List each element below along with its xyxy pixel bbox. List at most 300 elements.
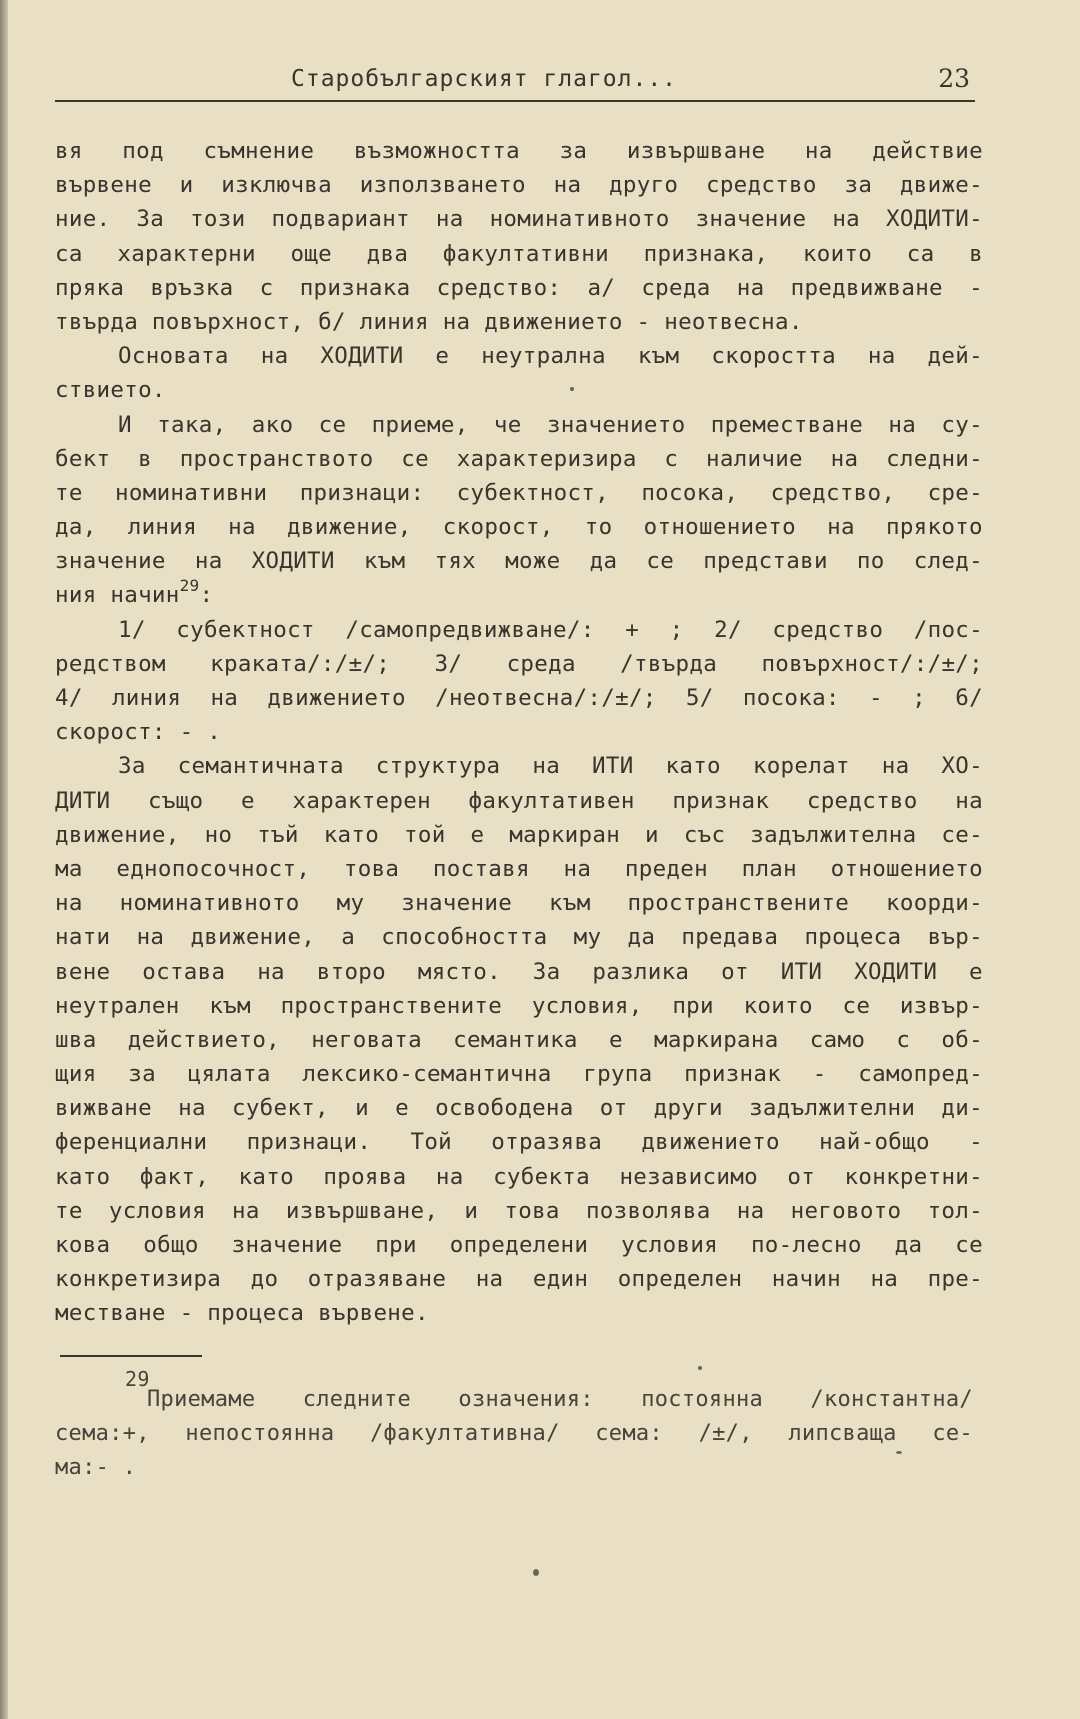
word: този bbox=[190, 206, 246, 233]
body-line bbox=[55, 852, 983, 886]
word: така, bbox=[157, 411, 227, 438]
body-line bbox=[55, 989, 983, 1023]
word: това bbox=[504, 1197, 560, 1224]
body-line bbox=[55, 476, 983, 510]
word: ИТИ bbox=[592, 753, 634, 780]
word: ХО- bbox=[941, 753, 983, 780]
word: в bbox=[138, 445, 152, 472]
word: щия bbox=[55, 1061, 97, 1088]
footnote-ref: 29 bbox=[179, 576, 200, 596]
word: означения: bbox=[458, 1387, 594, 1412]
word: средство bbox=[806, 787, 918, 814]
body-line bbox=[55, 613, 983, 647]
word: на bbox=[867, 343, 896, 370]
word: липсваща bbox=[788, 1421, 897, 1446]
word: вървене bbox=[55, 172, 152, 199]
word: посока, bbox=[641, 479, 739, 506]
word: пространствените bbox=[280, 992, 503, 1019]
word: е bbox=[241, 787, 255, 814]
word: значение bbox=[401, 890, 513, 917]
word: преместване bbox=[710, 411, 864, 438]
word: + bbox=[625, 616, 640, 643]
word: номинативното bbox=[119, 890, 300, 917]
footnote-number: 29 bbox=[125, 1367, 150, 1391]
word: може bbox=[505, 548, 561, 575]
word: подвариант bbox=[271, 206, 410, 233]
word: предава bbox=[681, 924, 779, 951]
word: за bbox=[559, 138, 588, 164]
word: факт, bbox=[139, 1163, 210, 1190]
footnote-lines bbox=[55, 1364, 973, 1485]
word: краката/:/±/; bbox=[210, 650, 391, 677]
word: под bbox=[122, 138, 164, 164]
body-text bbox=[55, 134, 983, 1331]
word: характеризира bbox=[456, 445, 637, 472]
word: Той bbox=[410, 1129, 453, 1156]
word: постоянна bbox=[641, 1387, 764, 1412]
word: характерни bbox=[117, 240, 256, 267]
word: по bbox=[856, 548, 885, 575]
running-title: Старобългарският глагол... bbox=[291, 66, 678, 92]
word: бект bbox=[55, 445, 111, 472]
word: дей- bbox=[927, 343, 983, 370]
word: като bbox=[238, 1163, 294, 1190]
word: способността bbox=[381, 924, 548, 951]
word: факултативен bbox=[468, 787, 635, 814]
word: му bbox=[573, 924, 602, 951]
body-line bbox=[55, 544, 983, 578]
word: средство bbox=[772, 616, 884, 643]
word: 6/ bbox=[955, 685, 983, 711]
paper-speck bbox=[533, 1569, 539, 1576]
word: и bbox=[464, 1197, 479, 1224]
word: ма bbox=[55, 855, 83, 882]
word: да bbox=[894, 1232, 923, 1258]
word: ако bbox=[251, 411, 294, 438]
word: като bbox=[323, 821, 380, 848]
body-line bbox=[55, 647, 983, 681]
line-text: ствието. bbox=[55, 377, 166, 404]
word: те bbox=[55, 479, 83, 506]
word: ХОДИТИ- bbox=[886, 206, 983, 233]
word: поставя bbox=[432, 855, 530, 882]
word: ХОДИТИ bbox=[320, 343, 404, 370]
word: и bbox=[355, 1095, 369, 1122]
word: два bbox=[366, 240, 409, 267]
word: движение, bbox=[55, 821, 180, 848]
word: и bbox=[645, 821, 659, 848]
word: с bbox=[664, 445, 679, 472]
body-line bbox=[55, 1091, 983, 1125]
word: използването bbox=[359, 172, 526, 199]
word: съмнение bbox=[203, 138, 315, 164]
body-line bbox=[55, 1160, 983, 1194]
word: - bbox=[869, 685, 883, 711]
word: на bbox=[435, 1163, 464, 1190]
word: сема:+, bbox=[55, 1421, 150, 1446]
footnote-line bbox=[55, 1451, 973, 1485]
body-line bbox=[55, 1125, 983, 1159]
body-line bbox=[55, 168, 983, 202]
line-text: ма:- . bbox=[55, 1455, 137, 1480]
body-line bbox=[55, 715, 983, 749]
word: връзка bbox=[150, 274, 234, 301]
word: на bbox=[736, 1197, 765, 1224]
word: еднопосочност, bbox=[116, 855, 311, 882]
word: отношението bbox=[643, 514, 796, 541]
word: скоростта bbox=[711, 343, 836, 370]
page-number: 23 bbox=[938, 64, 970, 93]
word: признаци: bbox=[299, 479, 425, 506]
word: условия bbox=[108, 1197, 206, 1224]
word: пряка bbox=[55, 274, 125, 301]
word: значение bbox=[55, 548, 166, 575]
footnote-rule bbox=[60, 1355, 202, 1357]
word: неутрален bbox=[55, 992, 180, 1019]
word: действие bbox=[872, 138, 983, 164]
word: /факултативна/ bbox=[370, 1421, 560, 1446]
word: се bbox=[842, 992, 871, 1019]
word: среда bbox=[506, 650, 576, 677]
word: 5/ bbox=[685, 685, 714, 711]
word: се bbox=[646, 548, 675, 575]
word: семантика bbox=[453, 1026, 578, 1053]
word: най-общо bbox=[819, 1129, 930, 1156]
word: задължителни bbox=[749, 1095, 916, 1122]
word: проява bbox=[323, 1163, 407, 1190]
word: номинативни bbox=[115, 479, 268, 506]
word: пространствените bbox=[627, 890, 850, 917]
word: цялата bbox=[187, 1061, 271, 1088]
word: /неотвесна/:/±/; bbox=[435, 685, 657, 711]
word: /±/, bbox=[698, 1421, 753, 1446]
word: ди- bbox=[941, 1095, 983, 1122]
word: структура bbox=[375, 753, 501, 780]
word: пре- bbox=[927, 1266, 983, 1293]
word: е bbox=[969, 958, 983, 985]
word: само bbox=[809, 1026, 866, 1053]
footnote-line bbox=[55, 1383, 973, 1417]
word: предвижване bbox=[790, 274, 943, 301]
word: на bbox=[553, 172, 582, 199]
word: неговото bbox=[790, 1197, 902, 1224]
word: ДИТИ bbox=[55, 787, 111, 814]
word: признак bbox=[672, 787, 770, 814]
word: характерен bbox=[292, 787, 431, 814]
word: ХОДИТИ bbox=[251, 548, 335, 575]
word: средство, bbox=[770, 479, 896, 506]
body-line bbox=[55, 1057, 983, 1091]
word: че bbox=[493, 411, 522, 438]
body-line bbox=[55, 955, 983, 989]
word: на bbox=[870, 1266, 899, 1293]
page-header bbox=[55, 62, 975, 102]
body-line bbox=[55, 271, 983, 305]
word: извър- bbox=[899, 992, 983, 1019]
word: сема: bbox=[595, 1421, 663, 1446]
word: приеме, bbox=[371, 411, 469, 438]
word: по-лесно bbox=[750, 1232, 862, 1258]
word: това bbox=[343, 855, 400, 882]
word: конкретни- bbox=[844, 1163, 983, 1190]
word: тол- bbox=[927, 1197, 983, 1224]
word: отношението bbox=[830, 855, 983, 882]
word: /твърда bbox=[620, 650, 718, 677]
word: но bbox=[204, 821, 233, 848]
body-line bbox=[55, 784, 983, 818]
word: да, bbox=[55, 514, 97, 541]
word: нати bbox=[55, 924, 111, 951]
line-text: местване - процеса вървене. bbox=[55, 1300, 429, 1327]
paper-speck bbox=[896, 1451, 902, 1454]
word: се- bbox=[941, 821, 983, 848]
word: - bbox=[969, 274, 983, 301]
word: пространството bbox=[179, 445, 374, 472]
body-line bbox=[55, 578, 983, 612]
word: остава bbox=[142, 958, 226, 985]
word: корелат bbox=[752, 753, 850, 780]
word: начин bbox=[771, 1266, 841, 1293]
word: прякото bbox=[885, 514, 983, 541]
word: 4/ bbox=[55, 685, 83, 711]
word: на bbox=[888, 411, 917, 438]
footnote bbox=[55, 1364, 973, 1485]
word: план bbox=[741, 855, 797, 882]
word: движе- bbox=[899, 172, 983, 199]
word: - bbox=[969, 1129, 983, 1156]
word: непостоянна bbox=[185, 1421, 335, 1446]
word: позволява bbox=[585, 1197, 711, 1224]
word: а/ bbox=[587, 274, 616, 301]
word: място. bbox=[417, 958, 501, 985]
word: в bbox=[969, 240, 983, 267]
word: /самопредвижване/: bbox=[345, 616, 595, 643]
word: Основата bbox=[118, 343, 229, 370]
word: на bbox=[210, 685, 239, 711]
word: преден bbox=[624, 855, 708, 882]
word: су- bbox=[941, 411, 983, 438]
word: на bbox=[136, 924, 165, 951]
paper-speck bbox=[698, 1366, 702, 1370]
word: За bbox=[118, 753, 146, 780]
word: неутрална bbox=[481, 343, 606, 370]
body-line bbox=[55, 749, 983, 783]
word: като bbox=[55, 1163, 111, 1190]
word: /константна/ bbox=[810, 1387, 973, 1412]
word: независимо bbox=[619, 1163, 758, 1190]
word: които bbox=[743, 992, 813, 1019]
word: сре- bbox=[927, 479, 983, 506]
word: с bbox=[896, 1026, 911, 1053]
word: са bbox=[906, 240, 935, 267]
word: на bbox=[827, 514, 855, 541]
word: скорост, bbox=[442, 514, 554, 541]
word: е bbox=[608, 1026, 623, 1053]
word: номинативното bbox=[489, 206, 670, 233]
word: признак bbox=[684, 1061, 782, 1088]
page-edge bbox=[0, 0, 8, 1719]
word: на bbox=[563, 855, 592, 882]
line-text-after: : bbox=[199, 582, 214, 609]
word: с bbox=[259, 274, 274, 301]
word: субектност bbox=[176, 616, 315, 643]
word: отразява bbox=[491, 1129, 603, 1156]
word: освободена bbox=[435, 1095, 574, 1122]
word: към bbox=[549, 890, 591, 917]
word: самопред- bbox=[858, 1061, 983, 1088]
word: още bbox=[290, 240, 332, 267]
word: на bbox=[257, 958, 285, 985]
word: на bbox=[881, 753, 910, 780]
word: следните bbox=[302, 1387, 412, 1412]
word: от bbox=[721, 958, 749, 985]
word: За bbox=[532, 958, 561, 985]
word: те bbox=[55, 1197, 83, 1224]
word: се bbox=[955, 1232, 983, 1258]
body-line bbox=[55, 1262, 983, 1296]
word: шва bbox=[55, 1026, 97, 1053]
word: /пос- bbox=[913, 616, 983, 643]
word: тях bbox=[434, 548, 477, 575]
word: линия bbox=[127, 514, 197, 541]
word: За bbox=[136, 206, 165, 233]
word: разлика bbox=[592, 958, 690, 985]
word: признака bbox=[299, 274, 411, 301]
word: Приемаме bbox=[147, 1387, 256, 1412]
word: определени bbox=[449, 1232, 589, 1258]
word: маркиран bbox=[509, 821, 621, 848]
word: 1/ bbox=[118, 616, 146, 643]
word: са bbox=[55, 240, 83, 267]
word: след- bbox=[913, 548, 983, 575]
body-line bbox=[55, 237, 983, 271]
word: движението bbox=[641, 1129, 780, 1156]
body-line bbox=[55, 1228, 983, 1262]
word: на bbox=[804, 138, 833, 164]
body-line bbox=[55, 408, 983, 442]
word: от bbox=[599, 1095, 628, 1122]
word: общо bbox=[143, 1232, 199, 1258]
word: да bbox=[627, 924, 656, 951]
body-line bbox=[55, 886, 983, 920]
line-text: твърда повърхност, б/ линия на движението - неотвесна. bbox=[55, 308, 803, 335]
word: значение bbox=[695, 206, 807, 233]
word: следни- bbox=[886, 445, 983, 472]
word: и bbox=[179, 172, 194, 199]
line-text: скорост: - . bbox=[55, 719, 222, 746]
word: за bbox=[844, 172, 873, 199]
word: процеса bbox=[804, 924, 902, 951]
body-line bbox=[55, 1023, 983, 1057]
word: об- bbox=[941, 1026, 983, 1053]
word: а bbox=[341, 924, 356, 951]
word: неговата bbox=[311, 1026, 422, 1053]
word: ХОДИТИ bbox=[854, 958, 938, 985]
word: редством bbox=[55, 650, 166, 677]
word: среда bbox=[641, 274, 711, 301]
word: факултативни bbox=[442, 240, 609, 267]
word: на bbox=[832, 206, 861, 233]
body-line bbox=[55, 202, 983, 236]
body-line bbox=[55, 1194, 983, 1228]
word: семантичната bbox=[177, 753, 344, 780]
word: кова bbox=[55, 1232, 111, 1258]
word: движение, bbox=[190, 924, 316, 951]
word: средство bbox=[705, 172, 817, 199]
word: на bbox=[55, 890, 83, 917]
word: на bbox=[260, 343, 289, 370]
word: повърхност/:/±/; bbox=[761, 650, 983, 677]
word: вър- bbox=[927, 924, 983, 951]
word: посока: bbox=[742, 685, 840, 711]
word: също bbox=[148, 787, 204, 814]
word: на bbox=[231, 1197, 260, 1224]
word: линия bbox=[111, 685, 182, 711]
word: други bbox=[653, 1095, 723, 1122]
body-line bbox=[55, 134, 983, 168]
word: второ bbox=[316, 958, 386, 985]
word: средство: bbox=[436, 274, 562, 301]
word: е bbox=[435, 343, 450, 370]
word: един bbox=[532, 1266, 589, 1293]
word: група bbox=[583, 1061, 653, 1088]
word: до bbox=[250, 1266, 279, 1293]
word: коорди- bbox=[886, 890, 983, 917]
word: към bbox=[637, 343, 680, 370]
body-line bbox=[55, 818, 983, 852]
word: при bbox=[375, 1232, 417, 1258]
word: определен bbox=[617, 1266, 743, 1293]
word: друго bbox=[609, 172, 679, 199]
paper-speck bbox=[570, 387, 574, 391]
word: субектност, bbox=[456, 479, 609, 506]
word: лексико-семантична bbox=[302, 1061, 552, 1088]
word: ние. bbox=[55, 206, 111, 233]
word: извършване, bbox=[285, 1197, 439, 1224]
word: конкретизира bbox=[55, 1266, 222, 1293]
body-line bbox=[55, 920, 983, 954]
body-line bbox=[55, 681, 983, 715]
word: 3/ bbox=[434, 650, 463, 677]
body-line bbox=[55, 442, 983, 476]
word: да bbox=[589, 548, 618, 575]
word: на bbox=[736, 274, 765, 301]
word: условия bbox=[621, 1232, 719, 1258]
body-line bbox=[55, 305, 983, 339]
word: на bbox=[532, 753, 561, 780]
word: вене bbox=[55, 958, 111, 985]
word: се bbox=[318, 411, 347, 438]
word: значението bbox=[546, 411, 686, 438]
word: се- bbox=[932, 1421, 973, 1446]
word: на bbox=[178, 1095, 206, 1122]
word: е bbox=[470, 821, 485, 848]
word: като bbox=[665, 753, 721, 780]
footnote-line bbox=[55, 1417, 973, 1451]
word: извършване bbox=[626, 138, 766, 164]
word: субект, bbox=[231, 1095, 329, 1122]
word: наличие bbox=[705, 445, 803, 472]
body-line bbox=[55, 510, 983, 544]
word: признака, bbox=[643, 240, 769, 267]
word: със bbox=[683, 821, 726, 848]
line-text: ния начин bbox=[55, 582, 180, 609]
word: които bbox=[802, 240, 873, 267]
word: действието, bbox=[127, 1026, 281, 1053]
word: значение bbox=[231, 1232, 343, 1258]
word: към bbox=[363, 548, 406, 575]
word: отразяване bbox=[307, 1266, 447, 1293]
